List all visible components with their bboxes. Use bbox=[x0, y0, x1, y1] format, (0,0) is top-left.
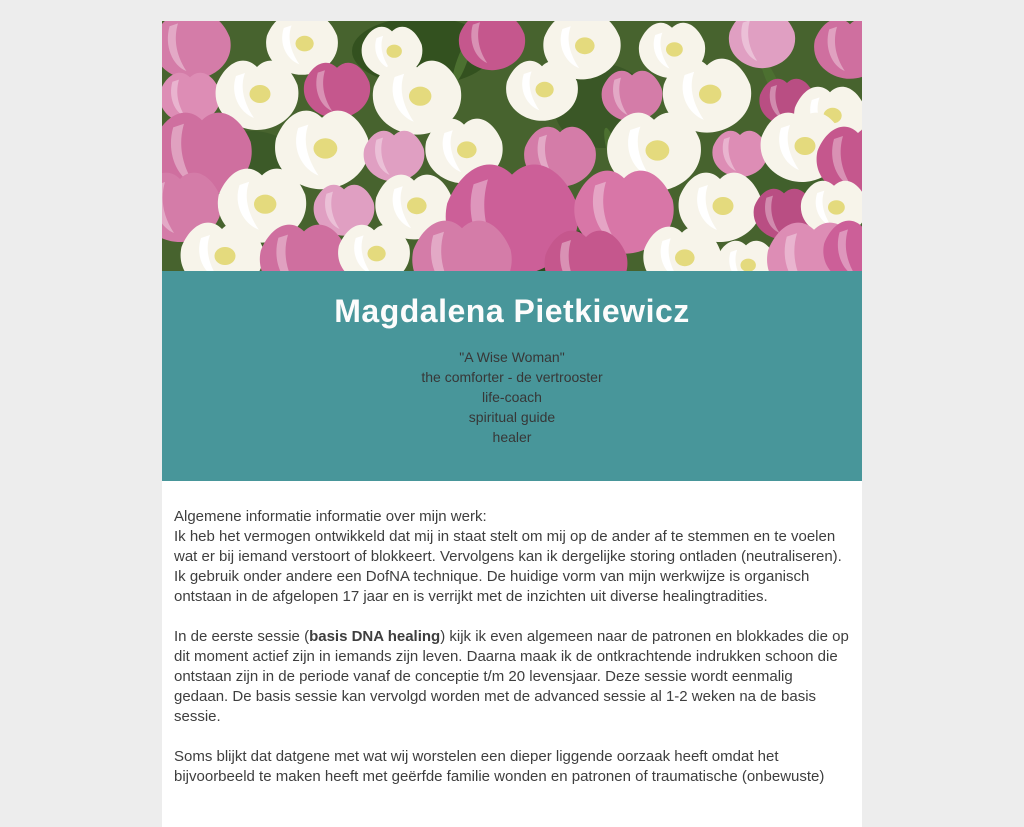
intro-paragraph bbox=[174, 507, 850, 607]
paragraph2-bold-term: basis DNA healing bbox=[309, 628, 441, 645]
site-tagline bbox=[162, 347, 862, 447]
site-title: Magdalena Pietkiewicz bbox=[334, 293, 690, 329]
tagline-line: healer bbox=[492, 429, 532, 445]
page-container bbox=[162, 21, 862, 827]
paragraph-deeper-cause: Soms blijkt dat datgene met wat wij worstelen een dieper liggende oorzaak heeft omdat het bijvoorbeeld te maken heeft met geërfde familie wonden en patronen of traumatische (onbewuste) bbox=[174, 748, 825, 785]
paragraph-basis-dna-healing bbox=[174, 627, 850, 727]
tagline-line: life-coach bbox=[482, 389, 542, 405]
paragraph2-post: ) kijk ik even algemeen naar de patronen en blokkades die op dit moment actief zijn in iemands zijn leven. Daarna maak ik de ontkrachtende indrukken schoon die ontstaan zijn in de periode vanaf de conceptie t/m 20 levensjaar. Deze sessie wordt eenmalig gedaan. De basis sessie kan vervolgd worden met de advanced sessie al 1-2 weken na de basis sessie. bbox=[174, 628, 849, 725]
tagline-line: the comforter - de vertrooster bbox=[421, 369, 603, 385]
main-content bbox=[162, 481, 862, 827]
intro-label: Algemene informatie informatie over mijn werk: bbox=[174, 508, 487, 525]
tagline-line: spiritual guide bbox=[468, 409, 556, 425]
paragraph-werkwijze: Ik heb het vermogen ontwikkeld dat mij in staat stelt om mij op de ander af te stemmen en te voelen wat er bij iemand verstoort of blokkeert. Vervolgens kan ik dergelijke storing ontladen (neutraliseren). Ik gebruik onder andere een DofNA technique. De huidige vorm van mijn werkwijze is organisch ontstaan in de afgelopen 17 jaar en is verrijkt met de inzichten uit diverse healingtradities. bbox=[174, 528, 842, 605]
tagline-line: "A Wise Woman" bbox=[459, 349, 565, 365]
paragraph2-pre: In de eerste sessie ( bbox=[174, 628, 310, 645]
header-image-tulips bbox=[162, 21, 862, 271]
tulip-field-illustration bbox=[162, 21, 862, 271]
site-header-banner bbox=[162, 271, 862, 481]
